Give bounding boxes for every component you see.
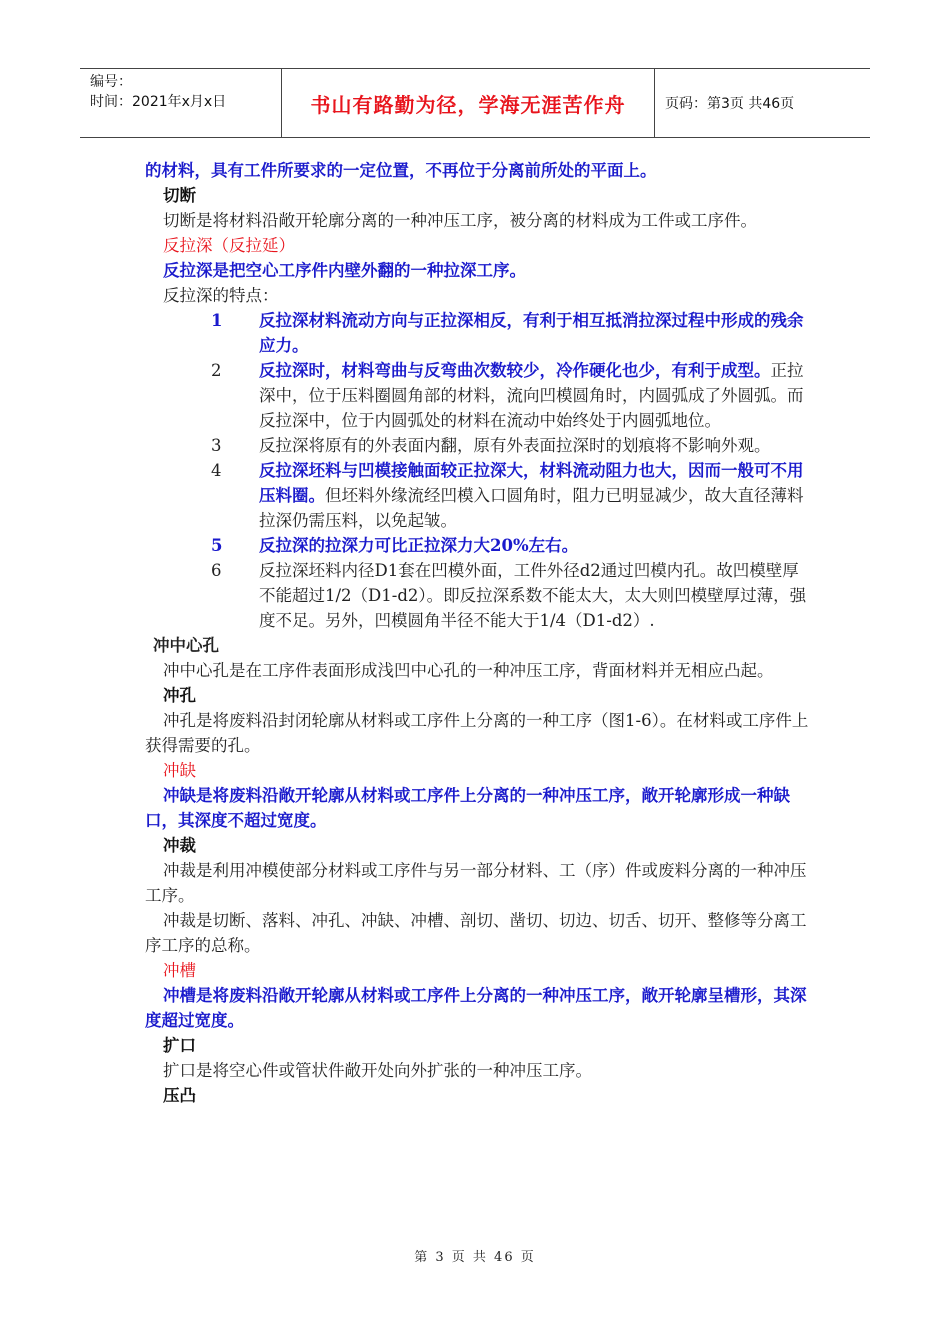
feature-plain-text: 但坯料外缘流经凹模入口圆角时，阻力已明显减少，故大直径薄料拉深仍需压料，以免起皱。 — [259, 486, 804, 530]
feature-plain-text: 正拉深中，位于压料圈圆角部的材料，流向凹模圆角时，内圆弧成了外圆弧。而反拉深中，位于内圆弧处的材料在流动中始终处于内圆弧地位。 — [259, 361, 804, 430]
feature-plain-text: 反拉深将原有的外表面内翻，原有外表面拉深时的划痕将不影响外观。 — [259, 436, 771, 455]
feature-bold-text: 反拉深的拉深力可比正拉深力大20%左右。 — [259, 536, 579, 555]
section-title-chongcai: 冲裁 — [163, 836, 196, 855]
header-meta — [80, 69, 282, 137]
paragraph-chongcai-1: 冲裁是利用冲模使部分材料或工序件与另一部分材料、工（序）件或废料分离的一种冲压工序。 — [145, 861, 807, 905]
feature-number: 2 — [211, 361, 222, 380]
feature-item-1 — [145, 308, 810, 358]
feature-bold-text: 反拉深坯料与凹模接触面较正拉深大，材料流动阻力也大，因而一般可不用压料圈。 — [259, 461, 804, 505]
definition-fanlashen: 反拉深是把空心工序件内壁外翻的一种拉深工序。 — [163, 261, 526, 280]
document-body — [145, 158, 810, 1108]
section-title-chongkong: 冲孔 — [163, 686, 196, 705]
paragraph-qieduan: 切断是将材料沿敞开轮廓分离的一种冲压工序，被分离的材料成为工件或工序件。 — [163, 211, 757, 230]
definition-chongcao: 冲槽是将废料沿敞开轮廓从材料或工序件上分离的一种冲压工序，敞开轮廓呈槽形，其深度超过宽度。 — [145, 986, 807, 1030]
feature-item-3 — [145, 433, 810, 458]
page-header — [80, 68, 870, 138]
feature-item-6 — [145, 558, 810, 633]
feature-number: 5 — [211, 536, 223, 555]
paragraph-chongzhongxinkong: 冲中心孔是在工序件表面形成浅凹中心孔的一种冲压工序，背面材料并无相应凸起。 — [163, 661, 774, 680]
feature-bold-text: 反拉深材料流动方向与正拉深相反，有利于相互抵消拉深过程中形成的残余应力。 — [259, 311, 804, 355]
feature-plain-text: 反拉深坯料内径D1套在凹模外面，工件外径d2通过凹模内孔。故凹模壁厚不能超过1/2（D1-d2）。即反拉深系数不能太大，太大则凹模壁厚过薄，强度不足。另外，凹模圆角半径不能大于1/4（D1-d2）. — [259, 561, 807, 630]
feature-item-4 — [145, 458, 810, 533]
feature-item-5 — [145, 533, 810, 558]
features-label: 反拉深的特点： — [163, 286, 279, 305]
section-title-fanlashen: 反拉深（反拉延） — [163, 236, 295, 255]
header-motto: 书山有路勤为径，学海无涯苦作舟 — [282, 69, 655, 137]
section-title-chongcao: 冲槽 — [163, 961, 196, 980]
number-label: 编号： — [90, 74, 132, 90]
feature-number: 1 — [211, 311, 223, 330]
feature-number: 6 — [211, 561, 222, 580]
page-footer: 第 3 页 共 46 页 — [414, 1250, 536, 1265]
feature-number: 4 — [211, 461, 222, 480]
paragraph-kuokou: 扩口是将空心件或管状件敞开处向外扩张的一种冲压工序。 — [163, 1061, 592, 1080]
definition-chongque: 冲缺是将废料沿敞开轮廓从材料或工序件上分离的一种冲压工序，敞开轮廓形成一种缺口，其深度不超过宽度。 — [145, 786, 790, 830]
paragraph-chongcai-2: 冲裁是切断、落料、冲孔、冲缺、冲槽、剖切、凿切、切边、切舌、切开、整修等分离工序工序的总称。 — [145, 911, 807, 955]
section-title-chongque: 冲缺 — [163, 761, 196, 780]
section-title-kuokou: 扩口 — [163, 1036, 196, 1055]
header-page-info: 页码：第3页 共46页 — [665, 96, 795, 112]
feature-number: 3 — [211, 436, 222, 455]
paragraph-chongkong: 冲孔是将废料沿封闭轮廓从材料或工序件上分离的一种工序（图1-6）。在材料或工序件上获得需要的孔。 — [145, 711, 809, 755]
continuation-text: 的材料，具有工件所要求的一定位置，不再位于分离前所处的平面上。 — [145, 161, 657, 180]
section-title-chongzhongxinkong: 冲中心孔 — [153, 636, 219, 655]
feature-bold-text: 反拉深时，材料弯曲与反弯曲次数较少，冷作硬化也少，有利于成型。 — [259, 361, 771, 380]
section-title-qieduan: 切断 — [163, 186, 196, 205]
section-title-yatu: 压凸 — [163, 1086, 196, 1105]
feature-item-2 — [145, 358, 810, 433]
time-label: 时间：2021年x月x日 — [90, 94, 227, 110]
